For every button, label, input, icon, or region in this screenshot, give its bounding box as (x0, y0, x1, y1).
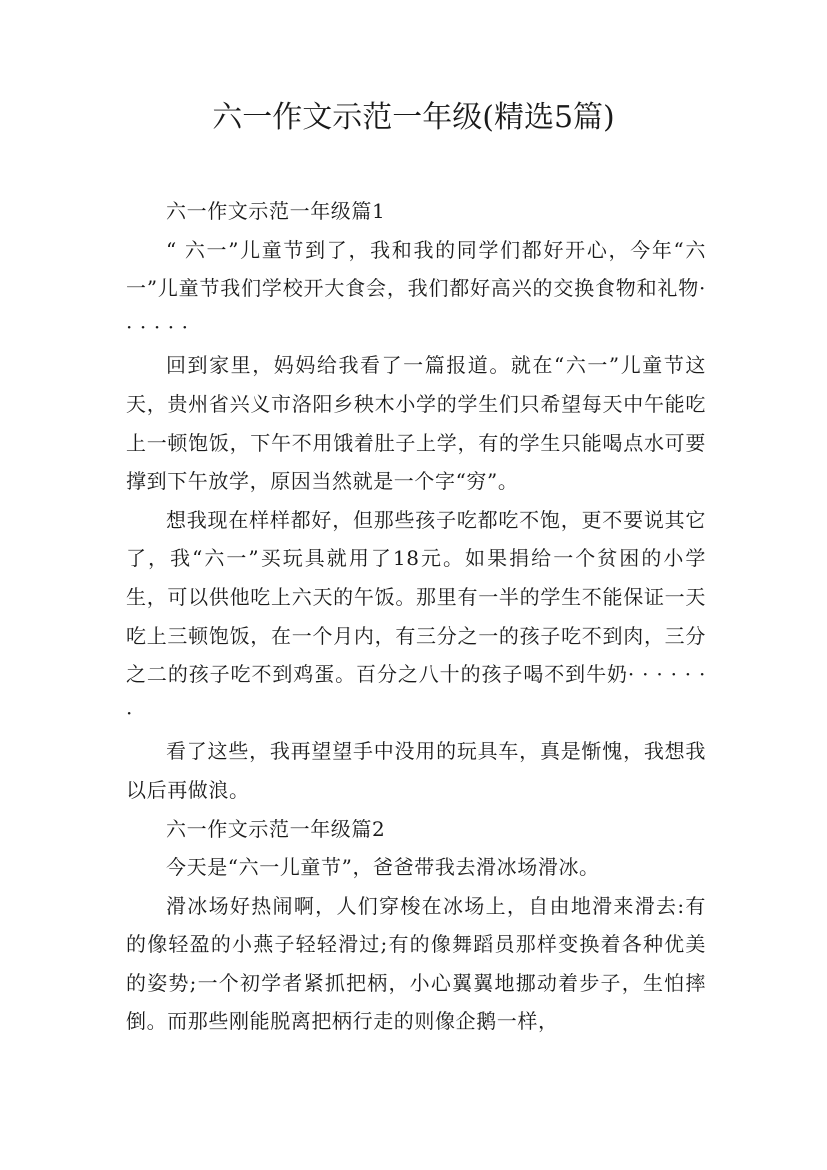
document-body (126, 192, 706, 1041)
paragraph: 回到家里，妈妈给我看了一篇报道。就在“六一”儿童节这天，贵州省兴义市洛阳乡秧木小学的学生们只希望每天中午能吃上一顿饱饭，下午不用饿着肚子上学，有的学生只能喝点水可要撑到下午放学，原因当然就是一个字“穷”。 (126, 353, 706, 494)
paragraph: 看了这些，我再望望手中没用的玩具车，真是惭愧，我想我以后再做浪。 (126, 739, 706, 802)
paragraph: “ 六一”儿童节到了，我和我的同学们都好开心，今年“六一”儿童节我们学校开大食会，我们都好高兴的交换食物和礼物· · · · · · (126, 237, 706, 339)
document-title: 六一作文示范一年级(精选5篇) (212, 100, 615, 135)
paragraph: 滑冰场好热闹啊，人们穿梭在冰场上，自由地滑来滑去:有的像轻盈的小燕子轻轻滑过;有的像舞蹈员那样变换着各种优美的姿势;一个初学者紧抓把柄，小心翼翼地挪动着步子，生怕摔倒。而那些刚能脱离把柄行走的则像企鹅一样， (126, 893, 706, 1034)
section-heading: 六一作文示范一年级篇2 (166, 816, 386, 841)
paragraph: 想我现在样样都好，但那些孩子吃都吃不饱，更不要说其它了，我“六一”买玩具就用了18元。如果捐给一个贫困的小学生，可以供他吃上六天的午饭。那里有一半的学生不能保证一天吃上三顿饱饭，在一个月内，有三分之一的孩子吃不到肉，三分之二的孩子吃不到鸡蛋。百分之八十的孩子喝不到牛奶· · · · · · · (126, 507, 706, 725)
section-heading: 六一作文示范一年级篇1 (166, 199, 386, 223)
paragraph: 今天是“六一儿童节”，爸爸带我去滑冰场滑冰。 (166, 855, 600, 880)
